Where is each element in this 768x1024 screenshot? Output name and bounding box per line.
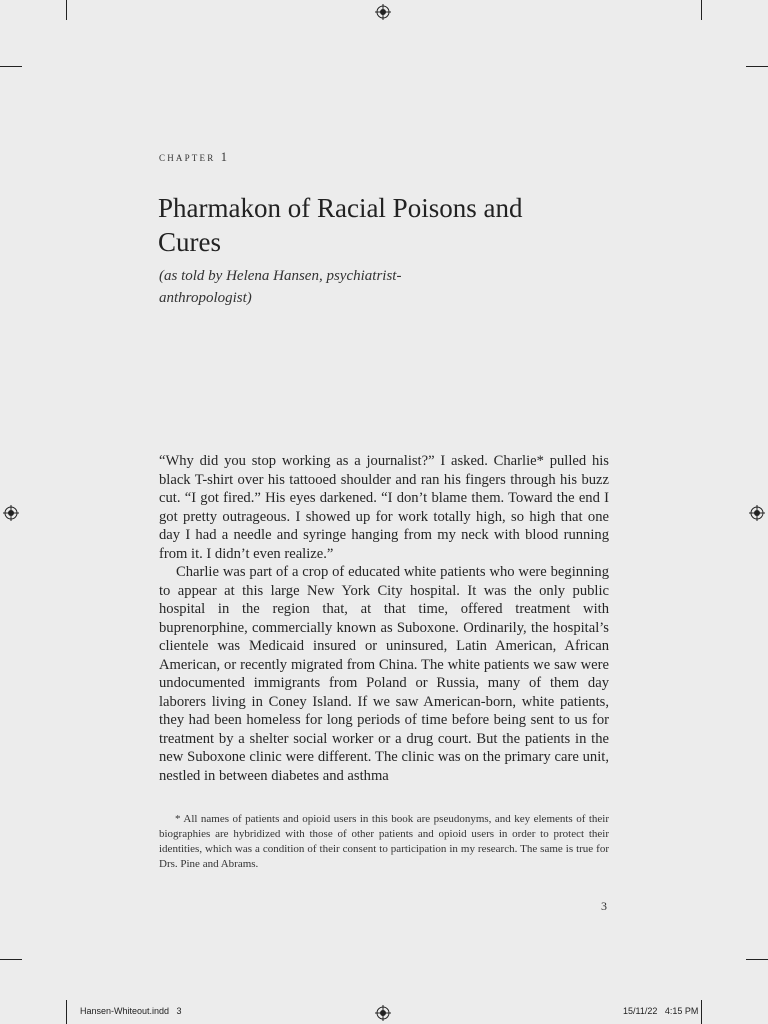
registration-target-icon bbox=[375, 1005, 391, 1021]
slug-datetime: 15/11/22 4:15 PM bbox=[623, 1006, 699, 1016]
crop-mark-top-left-horizontal bbox=[0, 66, 22, 67]
registration-target-icon bbox=[375, 4, 391, 20]
body-text bbox=[159, 452, 609, 785]
chapter-title: Pharmakon of Racial Poisons and Cures bbox=[158, 193, 523, 257]
registration-target-icon bbox=[749, 505, 765, 521]
crop-mark-bottom-left-vertical bbox=[66, 1000, 67, 1024]
crop-mark-bottom-left-horizontal bbox=[0, 959, 22, 960]
body-paragraph: Charlie was part of a crop of educated white patients who were beginning to appear at this large New York City hospital. It was the only public hospital in the region that, at that time, offered treatment with buprenorphine, commercially known as Suboxone. Ordinarily, the hospital’s clientele was Medicaid insured or uninsured, Latin American, African American, or recently migrated from China. The white patients we saw were undocumented immigrants from Poland or Russia, many of them day laborers living in Coney Island. If we saw American-born, white patients, they had been homeless for long periods of time before being sent to us for treatment by a shelter social worker or a drug court. But the patients in the new Suboxone clinic were different. The clinic was on the primary care unit, nestled in between diabetes and asthma bbox=[159, 564, 609, 784]
crop-mark-top-right-horizontal bbox=[746, 66, 768, 67]
slug-filename: Hansen-Whiteout.indd 3 bbox=[80, 1006, 182, 1016]
footnote: * All names of patients and opioid users in this book are pseudonyms, and key elements of their biographies are hybridized with those of other patients and opioid users in order to protect their identities, which was a condition of their consent to participation in my research. The same is true for Drs. Pine and Abrams. bbox=[159, 813, 609, 870]
crop-mark-bottom-right-horizontal bbox=[746, 959, 768, 960]
chapter-subtitle: (as told by Helena Hansen, psychiatrist-anthropologist) bbox=[159, 268, 402, 306]
crop-mark-bottom-right-vertical bbox=[701, 1000, 702, 1024]
body-paragraph: “Why did you stop working as a journalist?” I asked. Charlie* pulled his black T-shirt over his tattooed shoulder and ran his fingers through his buzz cut. “I got fired.” His eyes darkened. “I don’t blame them. Toward the end I got pretty outrageous. I showed up for work totally high, so high that one day I had a needle and syringe hanging from my neck with blood running from it. I didn’t even realize.” bbox=[159, 453, 609, 562]
crop-mark-top-left-vertical bbox=[66, 0, 67, 20]
page-number: 3 bbox=[601, 899, 607, 913]
chapter-label: chapter 1 bbox=[159, 150, 230, 164]
registration-target-icon bbox=[3, 505, 19, 521]
crop-mark-top-right-vertical bbox=[701, 0, 702, 20]
